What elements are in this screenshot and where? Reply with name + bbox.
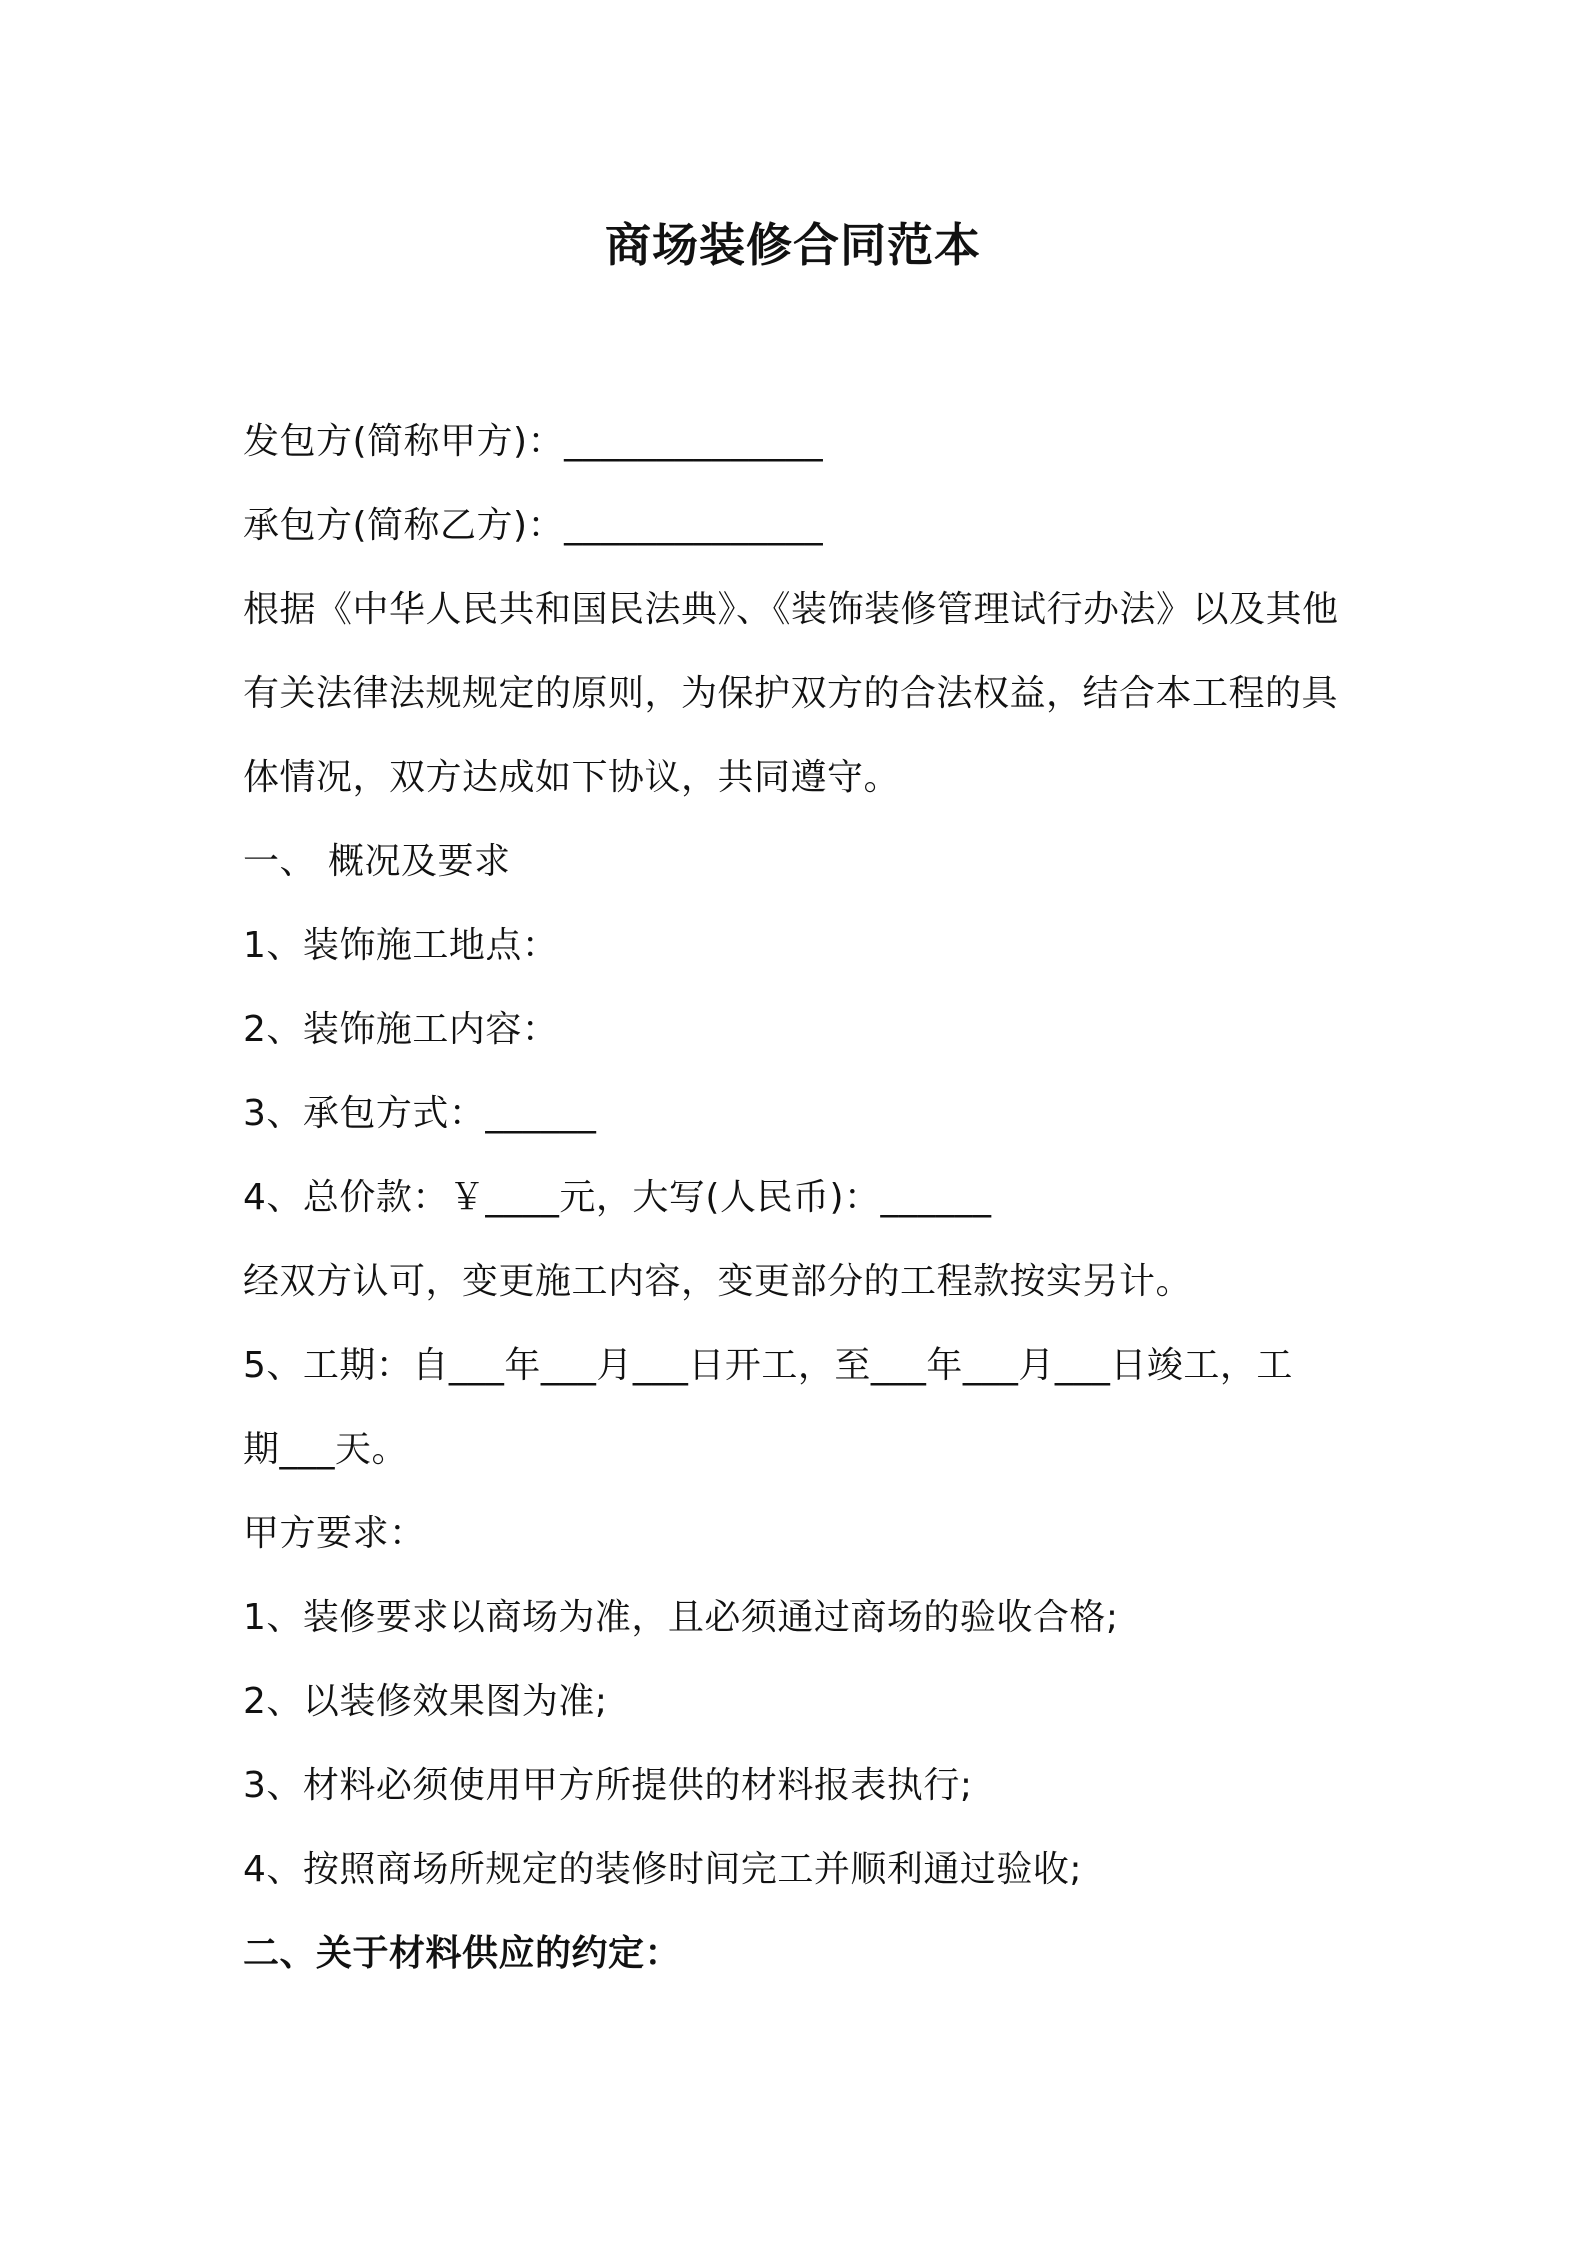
item-contract-method: 3、承包方式：______ <box>243 1093 597 1134</box>
contract-body <box>243 400 1353 1996</box>
requirement-2: 2、以装修效果图为准; <box>243 1681 608 1722</box>
requirement-1: 1、装修要求以商场为准，且必须通过商场的验收合格; <box>243 1597 1119 1638</box>
section-2-heading: 二、关于材料供应的约定： <box>243 1933 682 1974</box>
requirement-3: 3、材料必须使用甲方所提供的材料报表执行; <box>243 1765 973 1806</box>
preamble-line-2: 有关法律法规规定的原则，为保护双方的合法权益，结合本工程的具 <box>243 673 1339 714</box>
item-duration-line-2: 期___天。 <box>243 1429 409 1470</box>
page-title: 商场装修合同范本 <box>605 218 981 272</box>
party-a-line: 发包方(简称甲方)：______________ <box>243 421 824 462</box>
party-a-requirements-heading: 甲方要求： <box>243 1513 426 1554</box>
item-duration-line-1: 5、工期：自___年___月___日开工，至___年___月___日竣工，工 <box>243 1345 1293 1386</box>
item-total-price: 4、总价款：￥____元，大写(人民币)：______ <box>243 1177 992 1218</box>
item-construction-location: 1、装饰施工地点： <box>243 925 559 966</box>
preamble-line-3: 体情况，双方达成如下协议，共同遵守。 <box>243 757 901 798</box>
item-construction-content: 2、装饰施工内容： <box>243 1009 559 1050</box>
party-b-line: 承包方(简称乙方)：______________ <box>243 505 824 546</box>
section-1-heading: 一、 概况及要求 <box>243 841 511 882</box>
change-note: 经双方认可，变更施工内容，变更部分的工程款按实另计。 <box>243 1261 1193 1302</box>
requirement-4: 4、按照商场所规定的装修时间完工并顺利通过验收; <box>243 1849 1083 1890</box>
preamble-line-1: 根据《中华人民共和国民法典》、《装饰装修管理试行办法》以及其他 <box>243 589 1339 630</box>
